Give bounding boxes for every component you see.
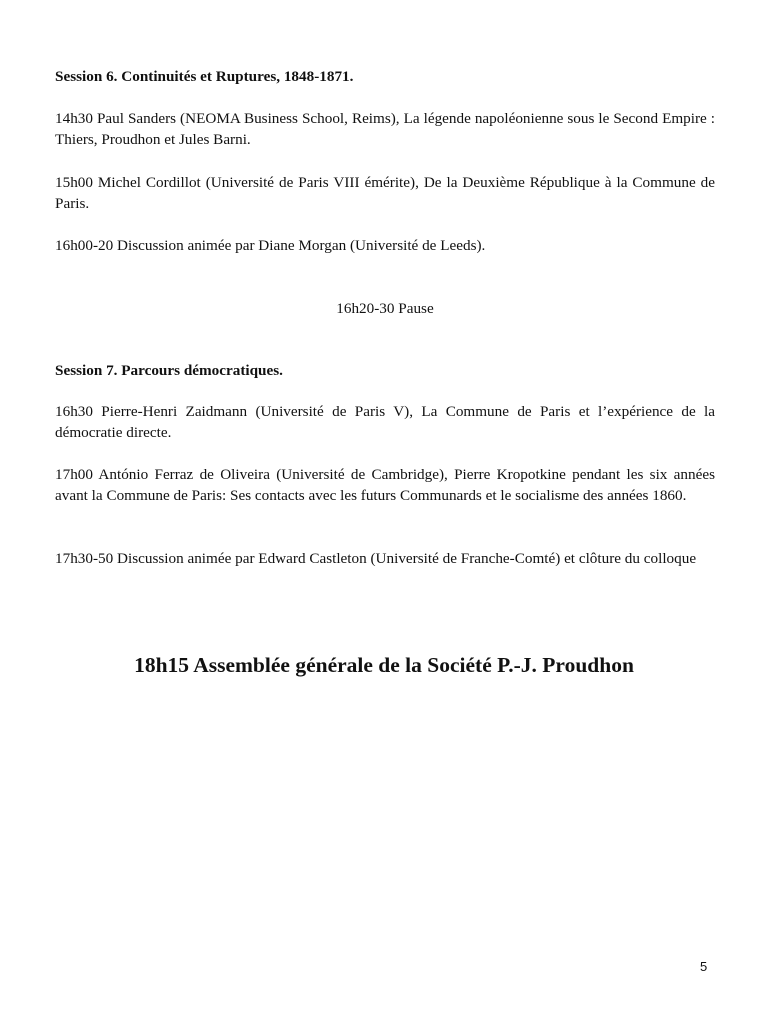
page-number: 5: [700, 959, 708, 974]
session-6-discussion: 16h00-20 Discussion animée par Diane Morgan (Université de Leeds).: [55, 237, 486, 254]
session-7-heading: Session 7. Parcours démocratiques.: [55, 362, 283, 379]
session-6-talk-1: 14h30 Paul Sanders (NEOMA Business School, Reims), La légende napoléonienne sous le Second Empire : Thiers, Proudhon et Jules Barni.: [55, 110, 715, 148]
session-6-talk-2: 15h00 Michel Cordillot (Université de Paris VIII émérite), De la Deuxième République à la Commune de Paris.: [55, 174, 715, 212]
session-6-heading: Session 6. Continuités et Ruptures, 1848-1871.: [55, 68, 354, 85]
session-7-talk-2: 17h00 António Ferraz de Oliveira (Université de Cambridge), Pierre Kropotkine pendant les six années avant la Commune de Paris: Ses contacts avec les futurs Communards et le socialisme des années 1860.: [55, 466, 715, 504]
pause-line: 16h20-30 Pause: [336, 300, 434, 317]
session-7-discussion: 17h30-50 Discussion animée par Edward Castleton (Université de Franche-Comté) et clôture du colloque: [55, 550, 697, 567]
session-7-talk-1: 16h30 Pierre-Henri Zaidmann (Université de Paris V), La Commune de Paris et l’expérience de la démocratie directe.: [55, 403, 715, 441]
general-assembly-title: 18h15 Assemblée générale de la Société P.-J. Proudhon: [134, 653, 634, 677]
